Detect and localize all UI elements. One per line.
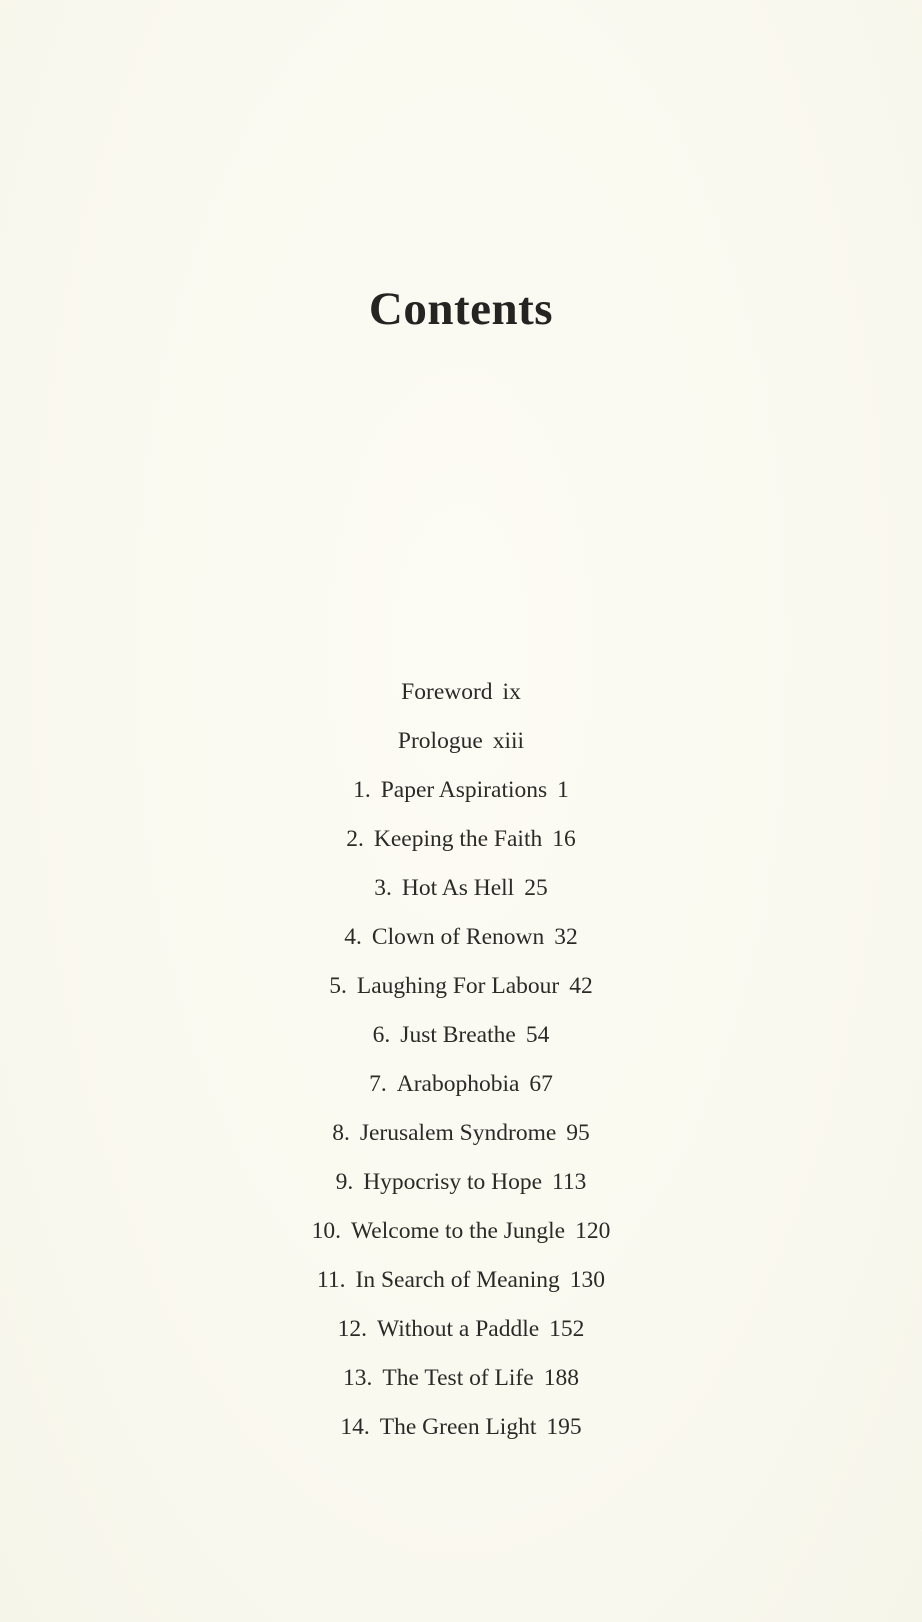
chapter-title: Jerusalem Syndrome bbox=[359, 1120, 557, 1146]
page-number: xiii bbox=[492, 728, 525, 754]
chapter-number: 3. bbox=[374, 875, 392, 901]
page-number: 1 bbox=[557, 777, 569, 803]
chapter-number: 6. bbox=[372, 1022, 391, 1048]
page-number: ix bbox=[502, 679, 521, 705]
toc-entry bbox=[0, 766, 922, 815]
chapter-title: Hot As Hell bbox=[401, 875, 515, 901]
chapter-title: The Test of Life bbox=[382, 1365, 534, 1391]
table-of-contents bbox=[0, 668, 922, 1452]
toc-entry bbox=[0, 864, 922, 913]
chapter-number: 13. bbox=[343, 1365, 373, 1391]
toc-entry bbox=[0, 717, 922, 766]
toc-entry bbox=[0, 1305, 922, 1354]
toc-entry bbox=[0, 815, 922, 864]
toc-entry bbox=[0, 1109, 922, 1158]
page-number: 42 bbox=[569, 973, 593, 999]
page-number: 195 bbox=[546, 1414, 582, 1440]
chapter-title: Foreword bbox=[401, 679, 493, 705]
chapter-title: Laughing For Labour bbox=[356, 973, 560, 999]
page-number: 152 bbox=[549, 1316, 585, 1342]
toc-entry bbox=[0, 668, 922, 717]
toc-entry bbox=[0, 1158, 922, 1207]
chapter-title: Just Breathe bbox=[400, 1022, 516, 1048]
page-title: Contents bbox=[368, 283, 554, 336]
chapter-number: 2. bbox=[346, 826, 364, 852]
toc-entry bbox=[0, 1354, 922, 1403]
chapter-title: Keeping the Faith bbox=[373, 826, 543, 852]
page-number: 113 bbox=[552, 1169, 587, 1195]
chapter-title: Paper Aspirations bbox=[380, 777, 548, 803]
toc-entry bbox=[0, 1256, 922, 1305]
page-number: 16 bbox=[552, 826, 576, 852]
chapter-number: 14. bbox=[340, 1414, 370, 1440]
toc-entry bbox=[0, 1207, 922, 1256]
page-number: 25 bbox=[524, 875, 548, 901]
toc-entry bbox=[0, 962, 922, 1011]
chapter-number: 10. bbox=[311, 1218, 341, 1244]
page-number: 54 bbox=[525, 1022, 550, 1048]
toc-entry bbox=[0, 1060, 922, 1109]
page-number: 95 bbox=[566, 1120, 590, 1146]
chapter-number: 5. bbox=[329, 973, 347, 999]
toc-entry bbox=[0, 913, 922, 962]
page-number: 188 bbox=[543, 1365, 579, 1391]
chapter-title: Hypocrisy to Hope bbox=[363, 1169, 543, 1195]
toc-entry bbox=[0, 1403, 922, 1452]
page-number: 120 bbox=[575, 1218, 611, 1244]
chapter-number: 8. bbox=[332, 1120, 350, 1146]
chapter-number: 12. bbox=[337, 1316, 367, 1342]
chapter-title: Clown of Renown bbox=[371, 924, 545, 950]
chapter-title: In Search of Meaning bbox=[355, 1267, 560, 1293]
chapter-number: 9. bbox=[335, 1169, 354, 1195]
chapter-number: 4. bbox=[344, 924, 362, 950]
chapter-title: Arabophobia bbox=[396, 1071, 520, 1097]
page-number: 130 bbox=[569, 1267, 605, 1293]
chapter-title: Without a Paddle bbox=[376, 1316, 540, 1342]
page-number: 32 bbox=[554, 924, 578, 950]
chapter-number: 7. bbox=[369, 1071, 387, 1097]
page-number: 67 bbox=[529, 1071, 553, 1097]
toc-entry bbox=[0, 1011, 922, 1060]
chapter-number: 11. bbox=[316, 1267, 346, 1293]
chapter-number: 1. bbox=[353, 777, 371, 803]
chapter-title: Prologue bbox=[397, 728, 483, 754]
chapter-title: The Green Light bbox=[379, 1414, 537, 1440]
chapter-title: Welcome to the Jungle bbox=[351, 1218, 566, 1244]
